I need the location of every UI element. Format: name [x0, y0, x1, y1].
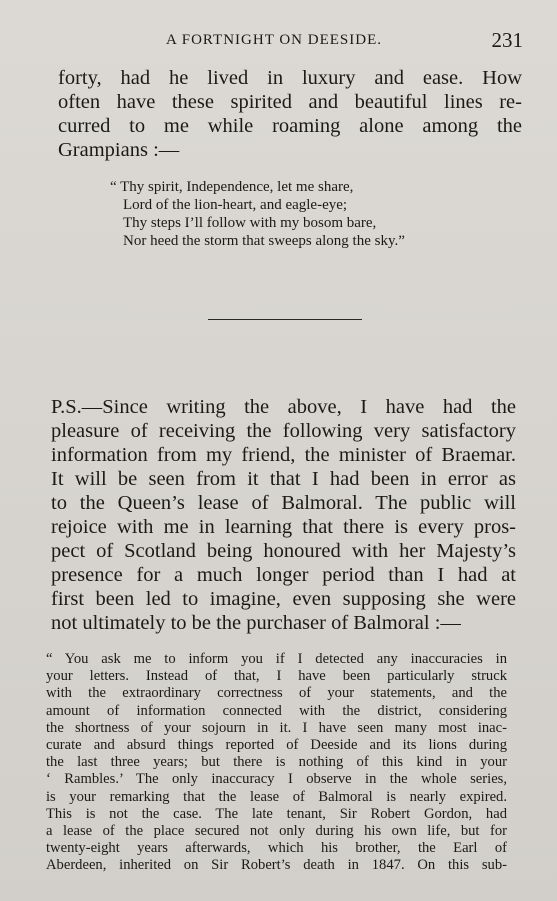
page-header	[0, 28, 557, 56]
text-line: not ultimately to be the purchaser of Balmoral :—	[51, 612, 461, 634]
text-line: first been led to imagine, even supposing she were	[51, 588, 516, 610]
letter-quotation	[46, 651, 507, 875]
verse-quotation	[110, 178, 405, 250]
letter-line: This is not the case. The late tenant, Sir Robert Gordon, had	[46, 805, 507, 822]
text-line: pleasure of receiving the following very satisfactory	[51, 420, 516, 442]
text-line: rejoice with me in learning that there is every pros-	[51, 516, 516, 538]
paragraph-opening	[58, 66, 522, 162]
letter-line: a lease of the place secured not only during his own life, but for	[46, 823, 507, 840]
text-line: presence for a much longer period than I had at	[51, 564, 516, 586]
text-line: curred to me while roaming alone among the	[58, 115, 522, 137]
text-line: forty, had he lived in luxury and ease. How	[58, 67, 522, 89]
letter-line: your letters. Instead of that, I have been particularly struck	[46, 668, 507, 685]
text-line: Grampians :—	[58, 139, 180, 161]
text-line: It will be seen from it that I had been in error as	[51, 468, 516, 490]
letter-line: “ You ask me to inform you if I detected any inaccuracies in	[46, 651, 507, 667]
verse-line: Lord of the lion-heart, and eagle-eye;	[123, 197, 348, 213]
letter-line: amount of information connected with the district, considering	[46, 702, 507, 719]
letter-line: the shortness of your sojourn in it. I have seen many most inac-	[46, 719, 507, 736]
section-divider	[208, 319, 362, 320]
page-number: 231	[491, 28, 523, 52]
text-line: often have these spirited and beautiful lines re-	[58, 91, 522, 113]
text-line: P.S.—Since writing the above, I have had the	[51, 396, 516, 418]
letter-line: Aberdeen, inherited on Sir Robert’s death in 1847. On this sub-	[46, 857, 507, 874]
verse-line: “ Thy spirit, Independence, let me share,	[110, 179, 354, 195]
text-line: pect of Scotland being honoured with her Majesty’s	[51, 540, 516, 562]
letter-line: curate and absurd things reported of Deeside and its lions during	[46, 737, 507, 754]
text-line: information from my friend, the minister of Braemar.	[51, 444, 516, 466]
verse-line: Nor heed the storm that sweeps along the sky.”	[123, 233, 405, 249]
paragraph-postscript	[51, 395, 516, 635]
verse-line: Thy steps I’ll follow with my bosom bare,	[123, 215, 377, 231]
letter-line: ‘ Rambles.’ The only inaccuracy I observe in the whole series,	[46, 771, 507, 788]
letter-line: is your remarking that the lease of Balmoral is nearly expired.	[46, 788, 507, 805]
running-title: A FORTNIGHT ON DEESIDE.	[166, 32, 382, 48]
letter-line: with the extraordinary correctness of your statements, and the	[46, 685, 507, 702]
letter-line: twenty-eight years afterwards, which his brother, the Earl of	[46, 840, 507, 857]
text-line: to the Queen’s lease of Balmoral. The public will	[51, 492, 516, 514]
letter-line: the last three years; but there is nothing of this kind in your	[46, 754, 507, 771]
